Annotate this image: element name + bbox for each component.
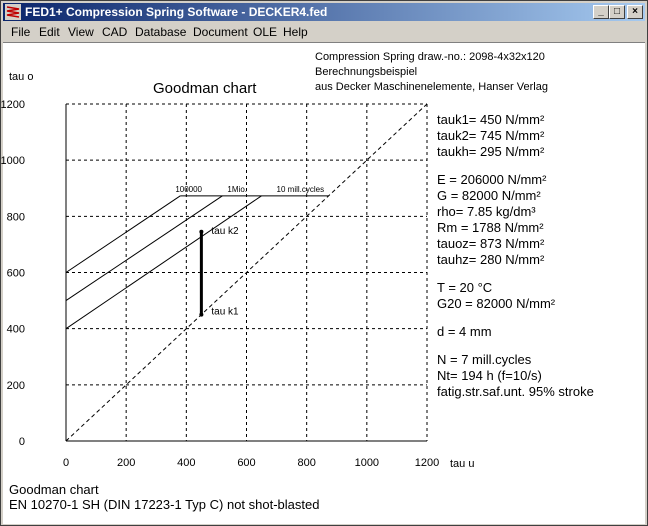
stroke-label-bottom: tau k1 <box>211 306 239 318</box>
x-tick-label: 200 <box>116 457 136 469</box>
series-line <box>66 196 180 273</box>
maximize-button[interactable] <box>609 5 625 19</box>
stroke-label-top: tau k2 <box>211 225 239 237</box>
param-line: G = 82000 N/mm² <box>437 188 541 203</box>
param-line: T = 20 °C <box>437 280 493 295</box>
y-tick-label: 800 <box>6 211 25 224</box>
y-tick-label: 0 <box>18 436 25 448</box>
chart-title: Goodman chart <box>153 80 257 97</box>
x-tick-label: 600 <box>237 457 256 469</box>
param-line: Nt= 194 h (f=10/s) <box>437 368 542 383</box>
param-line: tauk1= 450 N/mm² <box>437 112 545 127</box>
param-line: N = 7 mill.cycles <box>437 352 532 367</box>
spring-app-icon <box>5 4 21 20</box>
x-tick-label: 400 <box>177 457 196 469</box>
series-label: 10 mill.cycles <box>276 184 325 194</box>
menu-file[interactable]: File <box>11 25 31 39</box>
chart-labels <box>1 71 475 470</box>
drawing-header-line3: aus Decker Maschinenelemente, Hanser Verlag <box>315 81 548 93</box>
maximize-icon: □ <box>613 6 621 17</box>
param-line: d = 4 mm <box>437 324 492 339</box>
y-tick-label: 600 <box>6 267 25 280</box>
menu-document[interactable]: Document <box>193 25 248 39</box>
menu-database[interactable]: Database <box>135 25 187 39</box>
drawing-header-line1: Compression Spring draw.-no.: 2098-4x32x120 <box>315 51 545 63</box>
goodman-chart <box>0 43 645 524</box>
window-title: FED1+ Compression Spring Software - DECKER4.fed <box>25 5 328 19</box>
close-icon: × <box>632 6 638 17</box>
param-line: tauoz= 873 N/mm² <box>437 236 545 251</box>
param-line: fatig.str.saf.unt. 95% stroke <box>437 384 594 399</box>
drawing-header-line2: Berechnungsbeispiel <box>315 66 418 78</box>
x-tick-label: 0 <box>62 457 70 469</box>
y-tick-label: 1200 <box>0 99 25 111</box>
param-line: Rm = 1788 N/mm² <box>437 220 544 235</box>
param-line: tauhz= 280 N/mm² <box>437 252 545 267</box>
y-tick-label: 400 <box>6 323 25 336</box>
series-label: 100000 <box>175 184 203 194</box>
param-line: E = 206000 N/mm² <box>437 172 547 187</box>
minimize-icon: _ <box>598 6 604 17</box>
param-line: taukh= 295 N/mm² <box>437 144 545 159</box>
menu-view[interactable]: View <box>68 25 94 39</box>
footer-line1: Goodman chart <box>9 482 99 497</box>
menu-help[interactable]: Help <box>283 25 308 39</box>
y-axis-label: tau o <box>9 71 34 83</box>
x-tick-label: 800 <box>297 457 316 469</box>
menu-bar <box>3 22 645 42</box>
param-line: rho= 7.85 kg/dm³ <box>437 204 536 219</box>
menu-edit[interactable]: Edit <box>39 25 60 39</box>
stroke-point-top <box>199 230 203 234</box>
y-tick-label: 200 <box>6 379 25 392</box>
document-canvas <box>0 42 645 524</box>
menu-ole[interactable]: OLE <box>253 25 278 39</box>
series-label: 1Mio. <box>227 184 247 194</box>
x-tick-label: 1000 <box>354 457 380 469</box>
stroke-point-bottom <box>199 313 203 317</box>
spring-parameters <box>437 112 594 399</box>
series-line <box>66 196 222 301</box>
y-tick-label: 1000 <box>0 155 25 168</box>
footer-line2: EN 10270-1 SH (DIN 17223-1 Typ C) not shot-blasted <box>9 497 320 512</box>
menu-cad[interactable]: CAD <box>102 25 128 39</box>
minimize-button[interactable] <box>593 5 609 19</box>
param-line: tauk2= 745 N/mm² <box>437 128 545 143</box>
x-axis-label: tau u <box>450 458 475 470</box>
close-button[interactable] <box>627 5 643 19</box>
x-tick-label: 1200 <box>414 457 440 469</box>
param-line: G20 = 82000 N/mm² <box>437 296 556 311</box>
title-bar[interactable] <box>3 3 645 21</box>
